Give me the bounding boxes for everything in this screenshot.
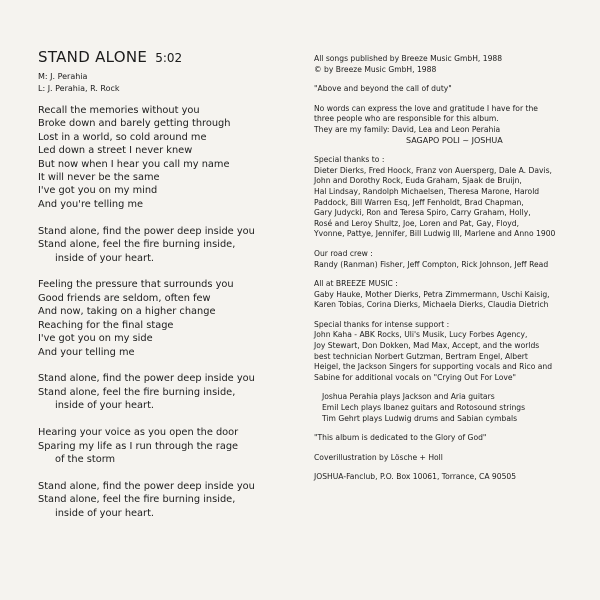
notes-line: "This album is dedicated to the Glory of God" — [314, 433, 487, 443]
notes-block — [314, 104, 584, 146]
notes-line: Heigel, the Jackson Singers for supporting vocals and Rico and — [314, 362, 553, 372]
lyric-line: I've got you on my mind — [38, 185, 158, 197]
lyrics — [38, 104, 288, 520]
notes-line: Dieter Dierks, Fred Hoock, Franz von Auersperg, Dale A. Davis, — [314, 165, 552, 175]
lyric-line: Stand alone, find the power deep inside you — [38, 225, 255, 237]
lyric-line: Stand alone, find the power deep inside you — [38, 373, 255, 385]
notes-block — [314, 54, 584, 75]
notes-line: All songs published by Breeze Music GmbH, 1988 — [314, 54, 503, 63]
lyric-line: Led down a street I never knew — [38, 145, 193, 157]
notes-line: SAGAPO POLI ~ JOSHUA — [406, 135, 503, 145]
notes-line: © by Breeze Music GmbH, 1988 — [314, 64, 437, 74]
lyric-stanza — [38, 480, 288, 520]
lyrics-credit: L: J. Perahia, R. Rock — [38, 84, 120, 93]
song-credits — [38, 71, 288, 95]
notes-line: Rosé and Leroy Shultz, Joe, Loren and Pat, Gay, Floyd, — [314, 218, 520, 228]
notes-line: Gary Judycki, Ron and Teresa Spiro, Carry Graham, Holly, — [314, 208, 531, 218]
lyric-line: And now, taking on a higher change — [38, 306, 216, 318]
lyric-stanza — [38, 372, 288, 412]
notes-line: Randy (Ranman) Fisher, Jeff Compton, Rick Johnson, Jeff Read — [314, 259, 549, 269]
song-header — [38, 48, 288, 66]
lyrics-column — [38, 48, 288, 534]
liner-notes-column — [314, 54, 584, 492]
notes-line: Yvonne, Pattye, Jennifer, Bill Ludwig III, Marlene and Anno 1900 — [314, 229, 556, 239]
lyric-line: inside of your heart. — [55, 252, 155, 264]
notes-line: Joshua Perahia plays Jackson and Aria guitars — [322, 392, 495, 402]
notes-block — [314, 433, 584, 444]
lyric-line: But now when I hear you call my name — [38, 158, 230, 170]
lyric-stanza — [38, 225, 288, 265]
lyric-line: Recall the memories without you — [38, 105, 200, 116]
lyric-line: And your telling me — [38, 346, 135, 358]
notes-line: No words can express the love and gratitude I have for the — [314, 103, 538, 113]
notes-line: Joy Stewart, Don Dokken, Mad Max, Accept, and the worlds — [314, 341, 540, 351]
lyric-line: And you're telling me — [38, 198, 144, 210]
notes-line: best technician Norbert Gutzman, Bertram Engel, Albert — [314, 351, 528, 361]
lyric-line: Lost in a world, so cold around me — [38, 131, 207, 143]
notes-line: "Above and beyond the call of duty" — [314, 84, 452, 94]
notes-line: Paddock, Bill Warren Esq, Jeff Fenholdt, Brad Chapman, — [314, 197, 524, 207]
notes-line: All at BREEZE MUSIC : — [314, 279, 398, 289]
notes-block — [314, 392, 584, 424]
notes-line: John and Dorothy Rock, Euda Graham, Sjaak de Bruijn, — [314, 176, 522, 186]
song-title: STAND ALONE — [38, 48, 148, 66]
lyric-line: Sparing my life as I run through the rage — [38, 440, 239, 452]
notes-line: Karen Tobias, Corina Dierks, Michaela Dierks, Claudia Dietrich — [314, 300, 549, 310]
lyric-line: Stand alone, find the power deep inside you — [38, 480, 255, 492]
notes-block — [314, 472, 584, 483]
lyric-stanza — [38, 278, 288, 358]
notes-line: They are my family: David, Lea and Leon Perahia — [314, 124, 501, 134]
notes-block — [314, 320, 584, 384]
song-duration: 5:02 — [155, 51, 183, 65]
notes-block — [314, 279, 584, 311]
lyric-line: Good friends are seldom, often few — [38, 292, 211, 304]
lyric-line: Feeling the pressure that surrounds you — [38, 279, 234, 291]
lyric-line: It will never be the same — [38, 172, 160, 184]
notes-line: Coverillustration by Lösche + Holl — [314, 452, 443, 462]
lyric-line: inside of your heart. — [55, 507, 155, 519]
lyric-line: inside of your heart. — [55, 400, 155, 412]
notes-block — [314, 84, 584, 95]
notes-block — [314, 453, 584, 464]
lyric-line: I've got you on my side — [38, 333, 153, 345]
notes-line: Special thanks for intense support : — [314, 319, 450, 329]
notes-block — [314, 249, 584, 270]
lyric-line: Stand alone, feel the fire burning inside, — [38, 239, 236, 251]
lyric-line: of the storm — [55, 453, 116, 465]
lyric-stanza — [38, 104, 288, 211]
lyric-line: Stand alone, feel the fire burning inside, — [38, 494, 236, 506]
lyric-stanza — [38, 426, 288, 466]
notes-line: Tim Gehrt plays Ludwig drums and Sabian cymbals — [322, 413, 518, 423]
notes-line: Our road crew : — [314, 248, 373, 258]
notes-line: Sabine for additional vocals on "Crying Out For Love" — [314, 372, 517, 382]
notes-line: three people who are responsible for this album. — [314, 114, 499, 124]
notes-line: Special thanks to : — [314, 155, 385, 165]
lyric-line: Broke down and barely getting through — [38, 118, 231, 130]
notes-line: John Kaha - ABK Rocks, Uli's Musik, Lucy Forbes Agency, — [314, 330, 528, 340]
notes-line: Emil Lech plays Ibanez guitars and Rotosound strings — [322, 403, 526, 413]
notes-line: JOSHUA-Fanclub, P.O. Box 10061, Torrance, CA 90505 — [314, 472, 517, 482]
notes-block — [314, 155, 584, 240]
music-credit: M: J. Perahia — [38, 72, 88, 81]
lyric-line: Stand alone, feel the fire burning inside, — [38, 386, 236, 398]
lyric-line: Hearing your voice as you open the door — [38, 427, 239, 439]
lyric-line: Reaching for the final stage — [38, 319, 174, 331]
notes-line: Hal Lindsay, Randolph Michaelsen, Theresa Marone, Harold — [314, 186, 540, 196]
notes-line: Gaby Hauke, Mother Dierks, Petra Zimmermann, Uschi Kaisig, — [314, 289, 550, 299]
